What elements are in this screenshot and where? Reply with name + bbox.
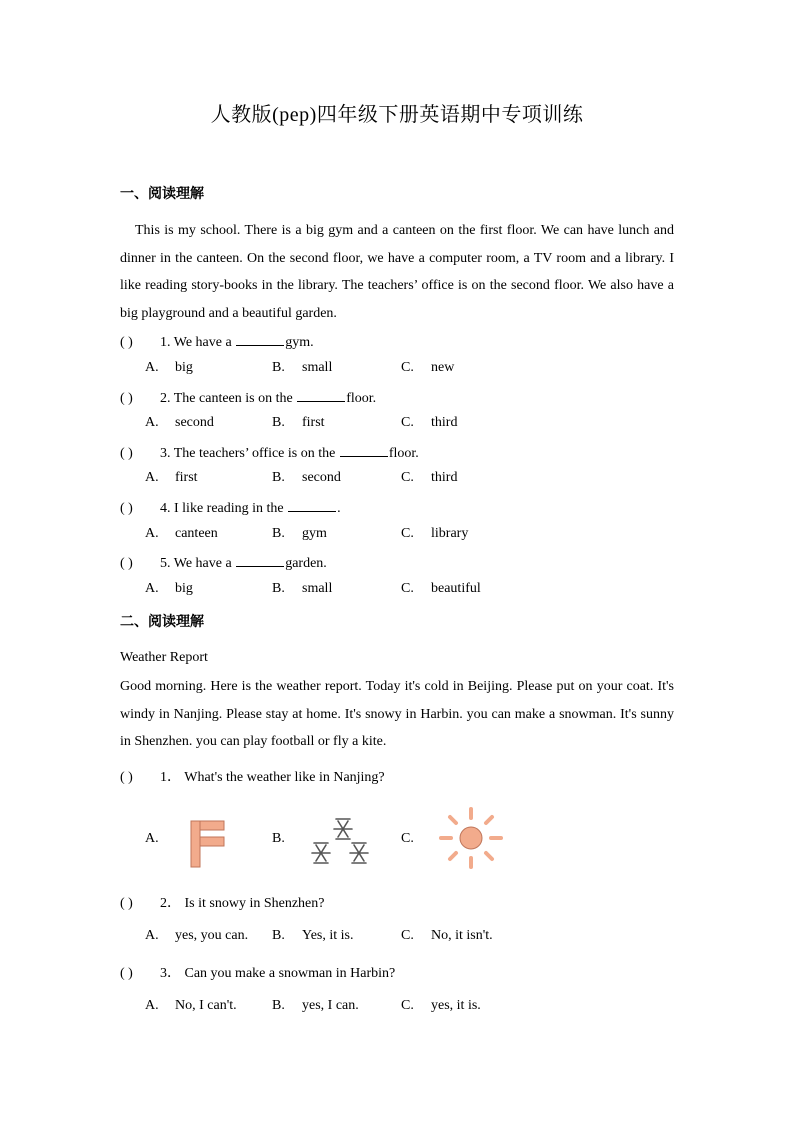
option-b[interactable]: B. second (272, 470, 341, 485)
question-number: 5. (160, 556, 171, 571)
section2-passage: Good morning. Here is the weather report. Today it's cold in Beijing. Please put on your coat. It's windy in Nanjing. Please stay at home. It's snowy in Harbin. you can make a snowman. It's sunny in Shenzhen. you can play football or fly a kite. (120, 679, 674, 749)
option-c[interactable]: C. new (401, 360, 455, 375)
option-c[interactable]: C. (401, 831, 414, 846)
question-text-post: gym. (285, 335, 314, 350)
option-a[interactable]: A. yes, you can. (145, 928, 249, 943)
report-title: Weather Report (120, 650, 208, 665)
answer-blank[interactable] (236, 553, 284, 567)
option-c[interactable]: C. beautiful (401, 581, 481, 596)
s1-question-2 (120, 388, 376, 407)
answer-paren[interactable]: ( ) (120, 446, 133, 461)
answer-paren[interactable]: ( ) (120, 391, 133, 406)
s1-question-5 (120, 553, 327, 572)
question-number: 1． (160, 770, 181, 785)
s1-question-3 (120, 443, 419, 462)
question-text: Is it snowy in Shenzhen? (184, 896, 325, 911)
s2-question-2 (120, 892, 324, 912)
question-number: 2. (160, 391, 171, 406)
option-b[interactable]: B. (272, 831, 285, 846)
question-text-pre: The canteen is on the (173, 391, 297, 406)
option-a[interactable]: A. No, I can't. (145, 998, 237, 1013)
option-b[interactable]: B. Yes, it is. (272, 928, 354, 943)
question-text-post: . (337, 501, 341, 516)
option-a[interactable]: A. second (145, 415, 214, 430)
question-number: 2． (160, 896, 181, 911)
section1-heading: 一、阅读理解 (120, 186, 204, 202)
option-a[interactable]: A. big (145, 360, 193, 375)
question-text-pre: The teachers’ office is on the (173, 446, 339, 461)
answer-paren[interactable]: ( ) (120, 556, 133, 571)
section2-heading: 二、阅读理解 (120, 614, 204, 630)
question-number: 3． (160, 966, 181, 981)
option-c[interactable]: C. third (401, 470, 458, 485)
sun-icon (438, 806, 504, 870)
section1-passage: This is my school. There is a big gym and a canteen on the first floor. We can have lunch and dinner in the canteen. On the second floor, we have a computer room, a TV room and a library. I like reading story-books in the library. The teachers’ office is on the second floor. We also have a big playground and a beautiful garden. (120, 223, 674, 321)
answer-blank[interactable] (340, 443, 388, 457)
question-text-post: floor. (388, 446, 419, 461)
option-c[interactable]: C. No, it isn't. (401, 928, 493, 943)
question-text-post: floor. (346, 391, 377, 406)
option-b[interactable]: B. first (272, 415, 325, 430)
question-text-pre: I like reading in the (174, 501, 288, 516)
page-title: 人教版(pep)四年级下册英语期中专项训练 (210, 104, 584, 126)
s2-question-3 (120, 962, 395, 982)
option-c[interactable]: C. third (401, 415, 458, 430)
answer-paren[interactable]: ( ) (120, 966, 133, 981)
s1-question-1 (120, 332, 314, 351)
option-b[interactable]: B. gym (272, 526, 327, 541)
answer-blank[interactable] (297, 388, 345, 402)
snowflakes-icon (307, 815, 375, 869)
option-c[interactable]: C. yes, it is. (401, 998, 481, 1013)
option-b[interactable]: B. small (272, 581, 333, 596)
question-text: What's the weather like in Nanjing? (184, 770, 385, 785)
option-b[interactable]: B. yes, I can. (272, 998, 359, 1013)
option-a[interactable]: A. big (145, 581, 193, 596)
answer-paren[interactable]: ( ) (120, 770, 133, 785)
question-text-pre: We have a (173, 556, 236, 571)
question-text-post: garden. (285, 556, 327, 571)
option-b[interactable]: B. small (272, 360, 333, 375)
answer-paren[interactable]: ( ) (120, 335, 133, 350)
s2-question-1 (120, 766, 385, 786)
question-number: 3. (160, 446, 171, 461)
answer-blank[interactable] (288, 498, 336, 512)
answer-paren[interactable]: ( ) (120, 896, 133, 911)
answer-paren[interactable]: ( ) (120, 501, 133, 516)
question-number: 1. (160, 335, 171, 350)
answer-blank[interactable] (236, 332, 284, 346)
windy-flag-icon (190, 820, 226, 868)
option-a[interactable]: A. canteen (145, 526, 218, 541)
question-text-pre: We have a (173, 335, 236, 350)
option-a[interactable]: A. (145, 831, 159, 846)
option-c[interactable]: C. library (401, 526, 469, 541)
question-number: 4. (160, 501, 171, 516)
s1-question-4 (120, 498, 341, 517)
option-a[interactable]: A. first (145, 470, 198, 485)
question-text: Can you make a snowman in Harbin? (184, 966, 396, 981)
